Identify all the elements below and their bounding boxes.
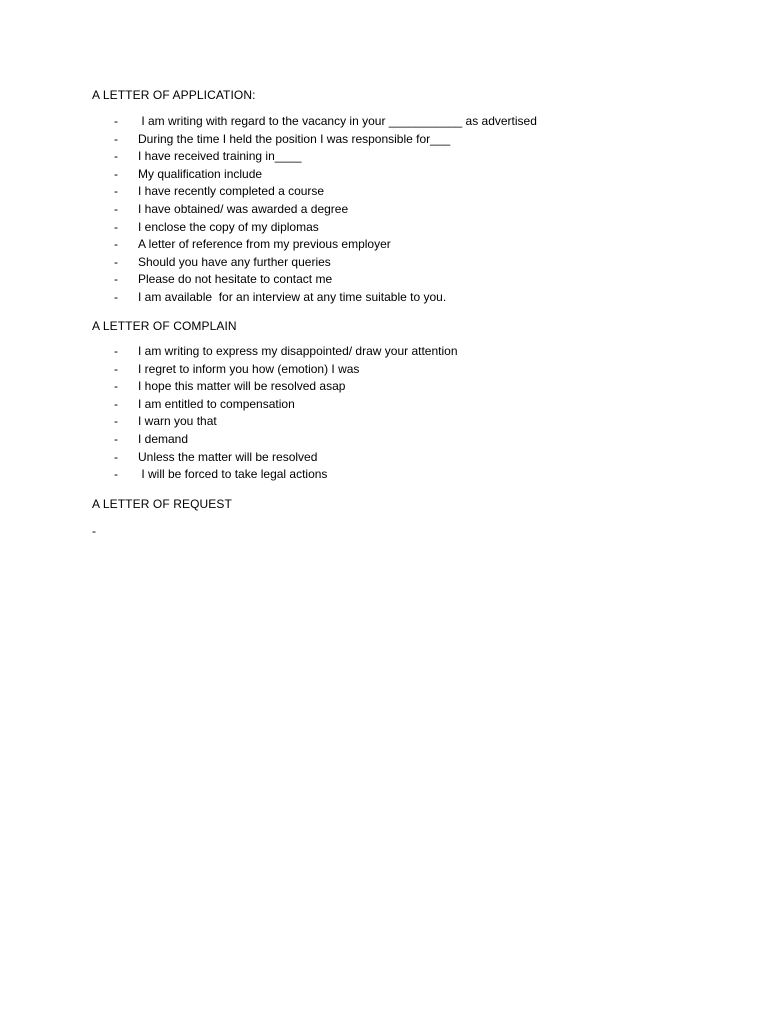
list-item-text: I am available for an interview at any time suitable to you. bbox=[138, 289, 447, 304]
list-bullet: - bbox=[114, 166, 118, 181]
list-bullet: - bbox=[114, 379, 118, 394]
list-item-text: Should you have any further queries bbox=[138, 254, 331, 269]
section-heading-application: A LETTER OF APPLICATION: bbox=[92, 88, 256, 102]
list-bullet: - bbox=[114, 201, 118, 216]
list-bullet: - bbox=[114, 184, 118, 199]
list-item-text: A letter of reference from my previous employer bbox=[138, 237, 391, 252]
list-item-text: I demand bbox=[138, 431, 189, 446]
list-bullet: - bbox=[114, 431, 118, 446]
list-item-text: I warn you that bbox=[138, 414, 217, 429]
list-bullet: - bbox=[114, 237, 118, 252]
list-bullet: - bbox=[114, 344, 118, 358]
list-bullet: - bbox=[114, 254, 118, 269]
list-item-text: I hope this matter will be resolved asap bbox=[138, 379, 346, 394]
list-item-text: I have obtained/ was awarded a degree bbox=[138, 201, 349, 216]
list-bullet: - bbox=[114, 219, 118, 234]
list-item-text: I regret to inform you how (emotion) I was bbox=[138, 361, 360, 376]
list-bullet: - bbox=[114, 131, 118, 146]
list-bullet: - bbox=[114, 414, 118, 429]
list-bullet: - bbox=[114, 114, 118, 128]
list-item-text: I have received training in____ bbox=[138, 149, 302, 164]
list-bullet: - bbox=[114, 449, 118, 464]
list-item-text: I enclose the copy of my diplomas bbox=[138, 219, 319, 234]
list-item-text: I am entitled to compensation bbox=[138, 396, 295, 411]
list-bullet: - bbox=[114, 289, 118, 304]
list-item-text: During the time I held the position I was responsible for___ bbox=[138, 131, 451, 146]
list-item-text: I am writing to express my disappointed/ draw your attention bbox=[138, 344, 458, 358]
list-bullet: - bbox=[114, 361, 118, 376]
list-item-text: I have recently completed a course bbox=[138, 184, 325, 199]
list-item-text: Unless the matter will be resolved bbox=[138, 449, 318, 464]
section-heading-request: A LETTER OF REQUEST bbox=[92, 497, 232, 511]
list-bullet: - bbox=[114, 272, 118, 287]
list-item-text: I am writing with regard to the vacancy in your ___________ as advertised bbox=[138, 114, 537, 128]
list-bullet: - bbox=[114, 467, 118, 482]
empty-list-bullet: - bbox=[92, 524, 96, 538]
list-item-text: I will be forced to take legal actions bbox=[138, 467, 328, 482]
list-item-text: My qualification include bbox=[138, 166, 263, 181]
list-bullet: - bbox=[114, 396, 118, 411]
list-item-text: Please do not hesitate to contact me bbox=[138, 272, 333, 287]
section-heading-complain: A LETTER OF COMPLAIN bbox=[92, 319, 237, 333]
list-bullet: - bbox=[114, 149, 118, 164]
